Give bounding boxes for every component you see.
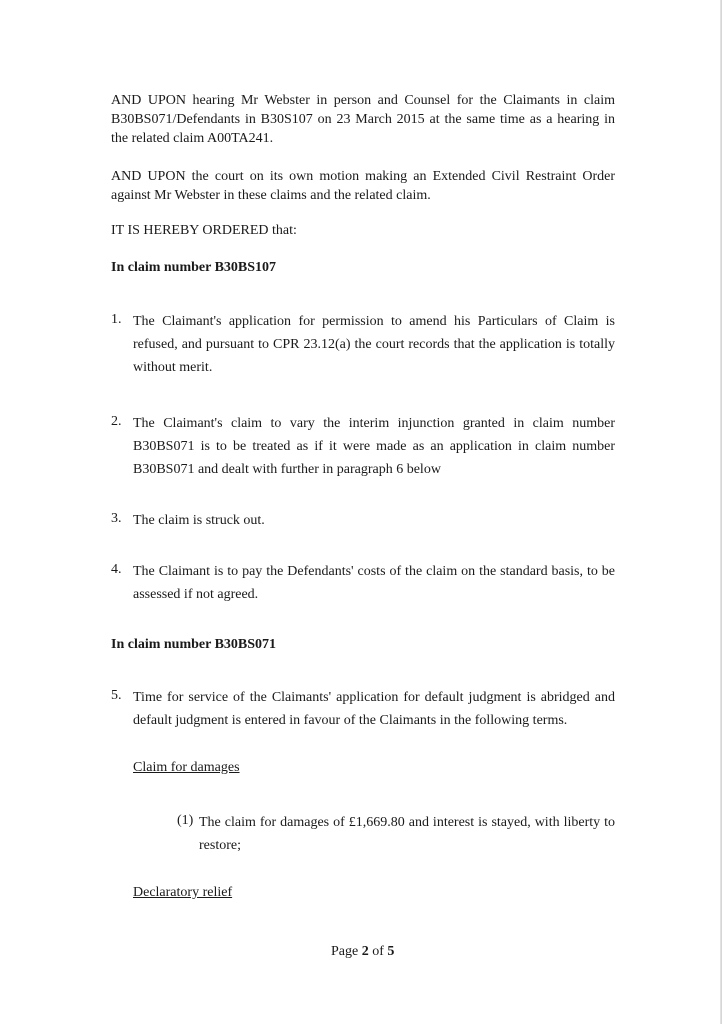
page-edge	[720, 0, 722, 1024]
page-word: Page	[331, 944, 359, 959]
item-number: 2.	[111, 414, 122, 429]
sub-item-damages-stayed: The claim for damages of £1,669.80 and interest is stayed, with liberty to restore;	[199, 815, 615, 853]
order-item-4: The Claimant is to pay the Defendants' costs of the claim on the standard basis, to be assessed if not agreed.	[133, 564, 615, 602]
sub-heading-declaratory-relief: Declaratory relief	[133, 885, 233, 900]
page-current: 2	[361, 944, 369, 959]
item-number: 1.	[111, 312, 122, 327]
sub-item-number: (1)	[177, 813, 194, 828]
item-number: 4.	[111, 562, 122, 577]
order-item-3: The claim is struck out.	[133, 513, 265, 528]
order-item-5: Time for service of the Claimants' application for default judgment is abridged and default judgment is entered in favour of the Claimants in the following terms.	[133, 690, 615, 728]
section-heading-b30bs071: In claim number B30BS071	[111, 637, 277, 652]
order-item-2: The Claimant's claim to vary the interim injunction granted in claim number B30BS071 is to be treated as if it were made as an application in claim number B30BS071 and dealt with further in paragraph 6 below	[133, 416, 615, 477]
page-total: 5	[387, 944, 395, 959]
recital-hearing: AND UPON hearing Mr Webster in person and Counsel for the Claimants in claim B30BS071/Defendants in B30S107 on 23 March 2015 at the same time as a hearing in the related claim A00TA241.	[111, 93, 615, 146]
item-number: 5.	[111, 688, 122, 703]
order-item-1: The Claimant's application for permission to amend his Particulars of Claim is refused, and pursuant to CPR 23.12(a) the court records that the application is totally without merit.	[133, 314, 615, 375]
of-word: of	[372, 944, 384, 959]
section-heading-b30bs107: In claim number B30BS107	[111, 260, 277, 275]
page-number	[331, 944, 394, 960]
recital-restraint-order: AND UPON the court on its own motion making an Extended Civil Restraint Order against Mr Webster in these claims and the related claim.	[111, 169, 615, 203]
order-intro: IT IS HEREBY ORDERED that:	[111, 223, 297, 238]
item-number: 3.	[111, 511, 122, 526]
sub-heading-claim-for-damages: Claim for damages	[133, 760, 240, 775]
